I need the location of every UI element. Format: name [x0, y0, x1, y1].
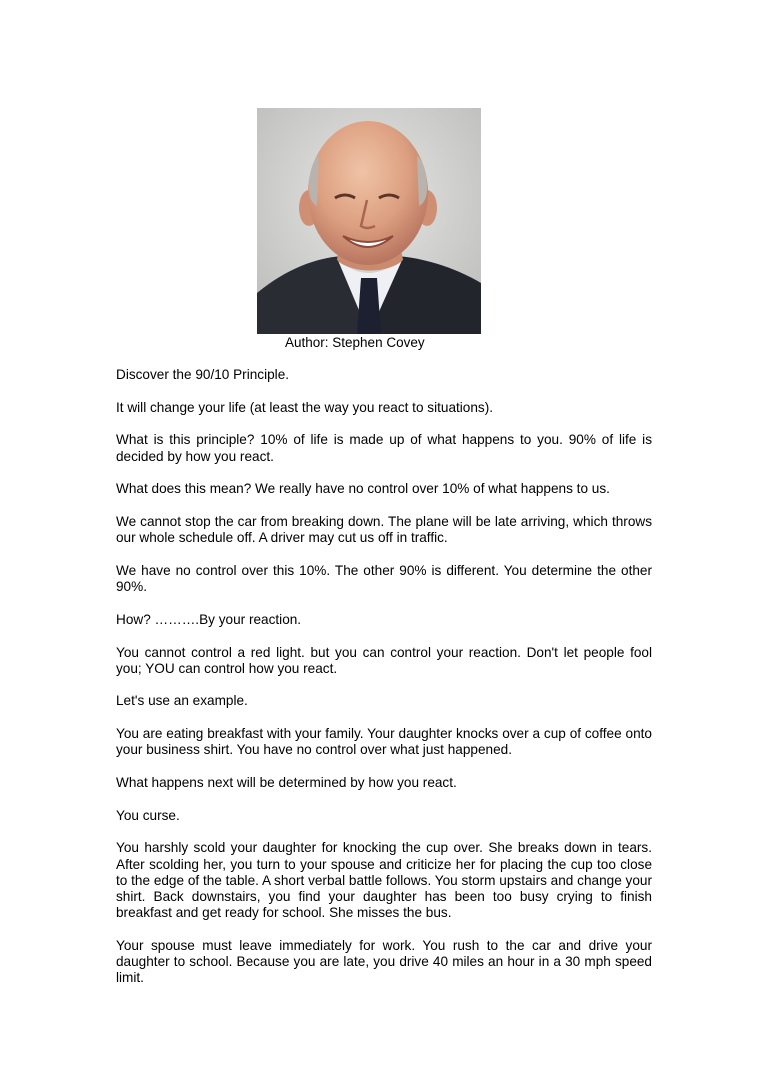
paragraph: What happens next will be determined by how you react. — [116, 775, 457, 791]
author-portrait-icon — [257, 108, 481, 334]
paragraph: We cannot stop the car from breaking down. The plane will be late arriving, which throws our whole schedule off. A driver may cut us off in traffic. — [116, 514, 652, 546]
paragraph: You are eating breakfast with your family. Your daughter knocks over a cup of coffee onto your business shirt. You have no control over what just happened. — [116, 726, 652, 758]
paragraph: How? ……….By your reaction. — [116, 611, 302, 627]
paragraph: Your spouse must leave immediately for work. You rush to the car and drive your daughter to school. Because you are late, you drive 40 miles an hour in a 30 mph speed limit. — [116, 937, 652, 986]
paragraph: You cannot control a red light. but you can control your reaction. Don't let people fool you; YOU can control how you react. — [116, 644, 652, 676]
paragraph: We have no control over this 10%. The other 90% is different. You determine the other 90%. — [116, 562, 652, 595]
paragraph: Discover the 90/10 Principle. — [116, 367, 290, 382]
paragraph: You harshly scold your daughter for knocking the cup over. She breaks down in tears. After scolding her, you turn to your spouse and criticize her for placing the cup too close to the edge of the table. A short verbal battle follows. You storm upstairs and change your shirt. Back downstairs, you find your daughter has been too busy crying to finish breakfast and get ready for school. She misses the bus. — [116, 840, 652, 921]
paragraph: Let's use an example. — [116, 693, 248, 709]
paragraph: What does this mean? We really have no control over 10% of what happens to us. — [116, 481, 610, 497]
photo-caption: Author: Stephen Covey — [285, 335, 425, 350]
author-photo — [257, 108, 481, 334]
paragraph: It will change your life (at least the way you react to situations). — [116, 399, 494, 415]
paragraph: What is this principle? 10% of life is made up of what happens to you. 90% of life is decided by how you react. — [116, 432, 652, 464]
paragraph: You curse. — [116, 807, 180, 823]
article-body — [116, 367, 652, 1003]
